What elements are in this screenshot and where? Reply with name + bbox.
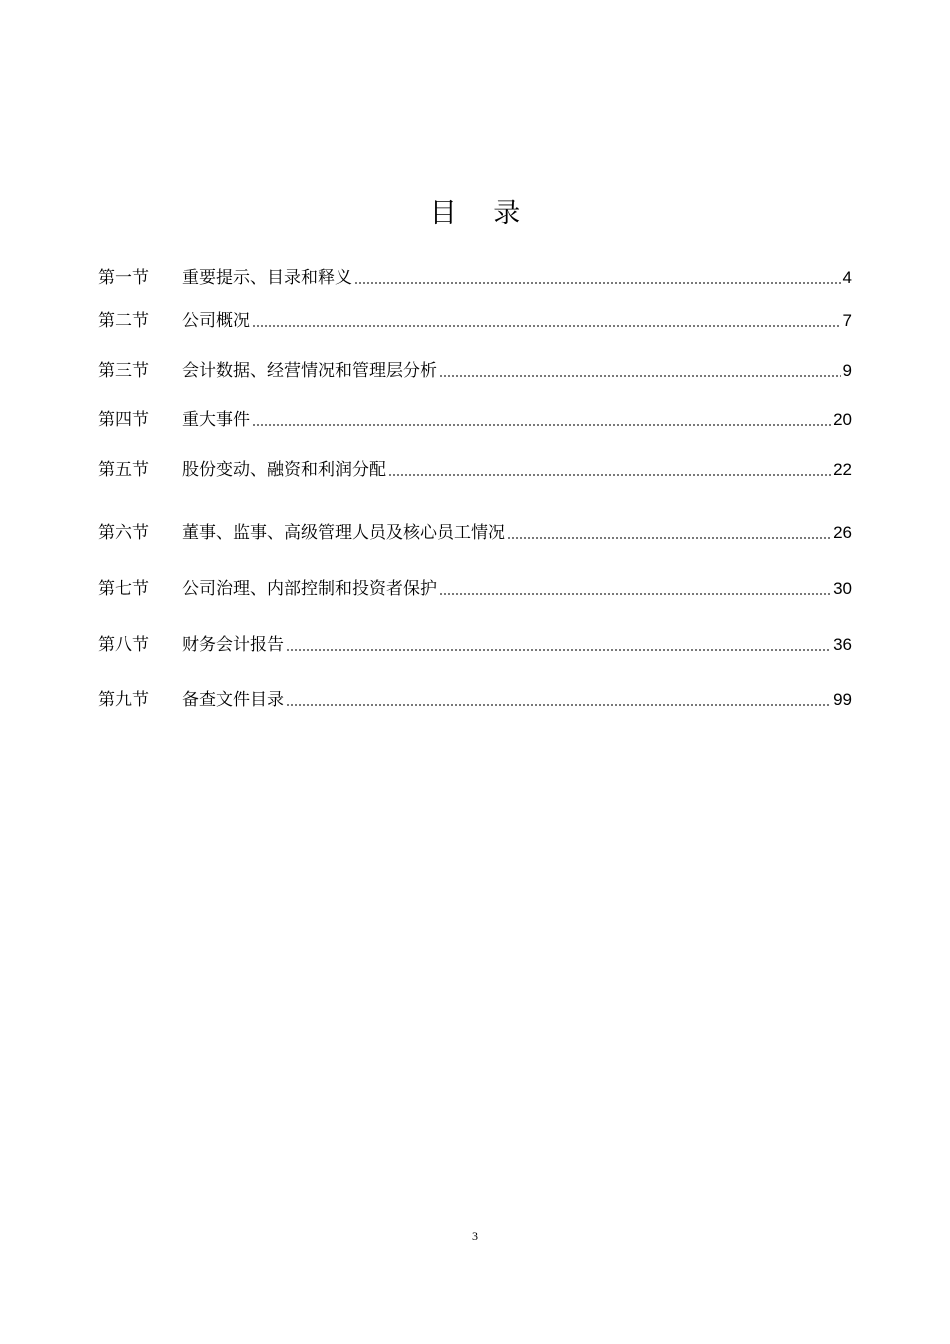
- toc-entry-6[interactable]: [98, 520, 852, 546]
- toc-title: 会计数据、经营情况和管理层分析: [182, 361, 437, 381]
- toc-page-number: 99: [833, 690, 852, 709]
- toc-section-label: 第七节: [98, 579, 149, 599]
- toc-title: 备查文件目录: [182, 690, 284, 710]
- toc-leader-dots: [286, 702, 831, 707]
- toc-title: 公司概况: [182, 311, 250, 331]
- toc-leader-dots: [507, 535, 831, 540]
- toc-leader-dots: [252, 422, 831, 427]
- toc-section-label: 第五节: [98, 460, 149, 480]
- toc-page-number: 4: [842, 268, 852, 287]
- toc-entry-8[interactable]: [98, 632, 852, 658]
- toc-leader-dots: [439, 373, 841, 378]
- toc-entry-5[interactable]: [98, 457, 852, 483]
- toc-entry-3[interactable]: [98, 358, 852, 384]
- toc-page-number: 22: [833, 460, 852, 479]
- toc-leader-dots: [354, 280, 841, 285]
- toc-leader-dots: [286, 647, 831, 652]
- toc-leader-dots: [388, 472, 831, 477]
- toc-entry-4[interactable]: [98, 407, 852, 433]
- toc-page-number: 26: [833, 523, 852, 542]
- toc-title: 董事、监事、高级管理人员及核心员工情况: [182, 523, 505, 543]
- toc-title: 重大事件: [182, 410, 250, 430]
- toc-title: 财务会计报告: [182, 635, 284, 655]
- toc-title: 重要提示、目录和释义: [182, 268, 352, 288]
- toc-section-label: 第九节: [98, 690, 149, 710]
- toc-page-number: 30: [833, 579, 852, 598]
- toc-section-label: 第六节: [98, 523, 149, 543]
- toc-leader-dots: [252, 323, 841, 328]
- toc-section-label: 第四节: [98, 410, 149, 430]
- toc-page-number: 36: [833, 635, 852, 654]
- toc-entry-9[interactable]: [98, 687, 852, 713]
- toc-title: 公司治理、内部控制和投资者保护: [182, 579, 437, 599]
- toc-section-label: 第八节: [98, 635, 149, 655]
- toc-section-label: 第二节: [98, 311, 149, 331]
- toc-entry-1[interactable]: [98, 265, 852, 291]
- toc-title: 股份变动、融资和利润分配: [182, 460, 386, 480]
- toc-page-number: 20: [833, 410, 852, 429]
- toc-section-label: 第一节: [98, 268, 149, 288]
- toc-section-label: 第三节: [98, 361, 149, 381]
- page-number: 3: [472, 1229, 478, 1243]
- page-title: 目 录: [429, 198, 535, 229]
- toc-page-number: 7: [842, 311, 852, 330]
- toc-entry-2[interactable]: [98, 308, 852, 334]
- toc-page-number: 9: [842, 361, 852, 380]
- toc-entry-7[interactable]: [98, 576, 852, 602]
- toc-leader-dots: [439, 591, 831, 596]
